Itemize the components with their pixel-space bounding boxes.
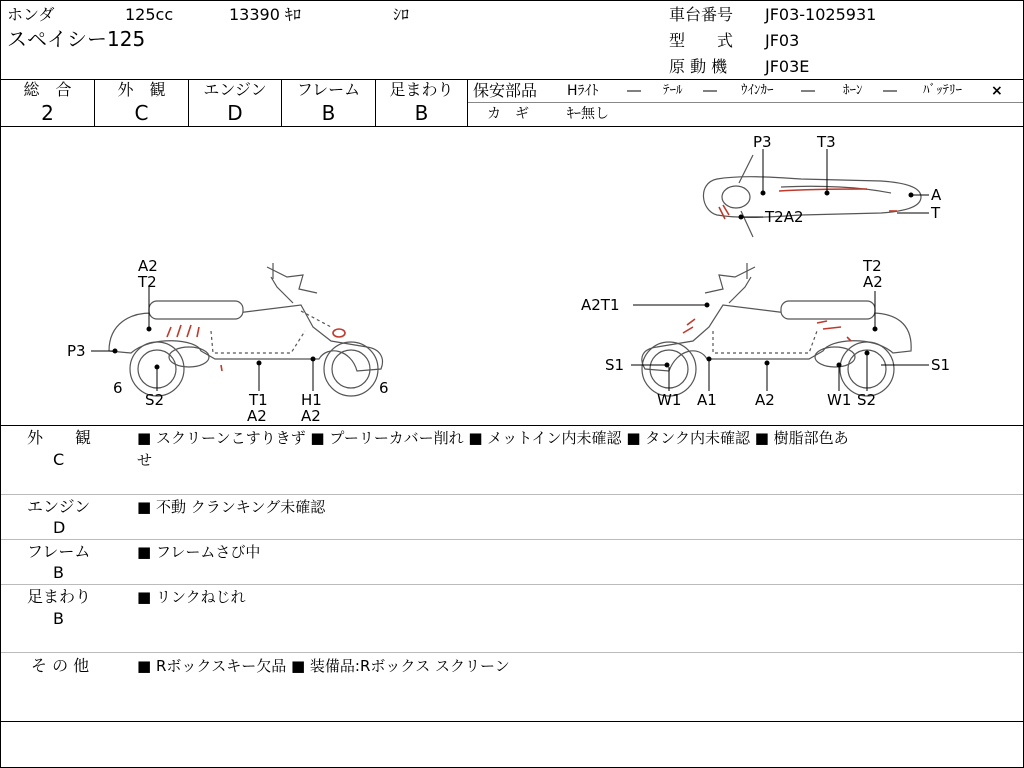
label-top-p3: P3 (753, 133, 772, 151)
remark-suspension-text: ■ リンクねじれ (137, 588, 246, 606)
remark-suspension-grade: B (53, 609, 64, 628)
grade-total-label: 総 合 (23, 80, 72, 99)
remark-exterior-grade: C (53, 450, 65, 469)
frame-no-label: 車台番号 (669, 5, 734, 24)
label-left-a2: A2 (138, 257, 158, 275)
divider (1, 425, 1023, 426)
safety-label: 保安部品 (473, 81, 538, 100)
body-color: ｼﾛ (393, 5, 410, 24)
key-label: カ ギ (487, 106, 529, 122)
grade-frame-label: フレーム (296, 80, 361, 99)
safety-tail: ﾃｰﾙ (663, 83, 683, 98)
safety-battery: ﾊﾞｯﾃﾘｰ (923, 83, 962, 98)
model-name: スペイシー125 (7, 27, 146, 51)
remark-other-label: そ の 他 (31, 656, 90, 675)
label-right-a1: A1 (697, 391, 717, 409)
grade-suspension-label: 足まわり (389, 80, 454, 99)
label-left-s2: S2 (145, 391, 165, 409)
safety-headlight-status: ― (627, 83, 641, 99)
label-right-w1a: W1 (657, 391, 682, 409)
label-left-t1: T1 (249, 391, 268, 409)
remark-frame-text: ■ フレームさび中 (137, 543, 261, 561)
label-left-a2c: A2 (301, 407, 321, 425)
remark-exterior-label: 外 観 (27, 428, 92, 447)
label-right-t2: T2 (863, 257, 882, 275)
safety-winker: ｳｲﾝｶｰ (741, 83, 774, 98)
label-right-s1a: S1 (605, 356, 625, 374)
safety-horn-status: ― (883, 83, 897, 99)
safety-battery-status: × (991, 83, 1003, 99)
label-left-a2b: A2 (247, 407, 267, 425)
label-left-6a: 6 (113, 379, 123, 397)
label-top-t: T (931, 204, 941, 222)
grade-exterior-label: 外 観 (117, 80, 166, 99)
scooter-top-view (703, 155, 921, 237)
grade-suspension-value: B (414, 101, 429, 125)
remark-engine-text: ■ 不動 クランキング未確認 (137, 498, 326, 516)
maker: ホンダ (7, 5, 55, 24)
label-right-a2: A2 (863, 273, 883, 291)
key-value: ｷｰ無し (567, 106, 609, 122)
divider (467, 102, 1023, 103)
label-left-h1: H1 (301, 391, 322, 409)
safety-headlight: Hﾗｲﾄ (567, 83, 599, 99)
remark-other-text: ■ Rボックスキー欠品 ■ 装備品:Rボックス スクリーン (137, 657, 510, 675)
grade-total-value: 2 (41, 101, 54, 125)
safety-horn: ﾎｰﾝ (843, 83, 863, 98)
safety-tail-status: ― (703, 83, 717, 99)
engine-model-label: 原 動 機 (669, 57, 728, 76)
label-left-t2: T2 (138, 273, 157, 291)
grade-frame-value: B (321, 101, 336, 125)
engine-model-value: JF03E (765, 57, 810, 76)
safety-winker-status: ― (801, 83, 815, 99)
remark-frame-label: フレーム (27, 542, 91, 561)
displacement: 125cc (125, 5, 174, 24)
remark-exterior-text-cont: せ (137, 451, 153, 469)
remark-suspension-label: 足まわり (27, 587, 92, 606)
type-value: JF03 (765, 31, 800, 50)
scooter-diagram (1, 127, 1023, 427)
mileage: 13390 ｷﾛ (229, 5, 301, 24)
label-top-t3: T3 (817, 133, 836, 151)
divider (1, 721, 1023, 722)
grade-engine-label: エンジン (203, 80, 267, 99)
label-top-t2a2: T2A2 (765, 208, 804, 226)
label-top-a: A (931, 186, 942, 204)
frame-no: JF03-1025931 (765, 5, 877, 24)
remark-exterior-text: ■ スクリーンこすりきず ■ プーリーカバー削れ ■ メットイン内未確認 ■ タンク内未確認 ■ 樹脂部色あ (137, 429, 849, 447)
label-left-p3: P3 (67, 342, 86, 360)
remark-engine-label: エンジン (27, 497, 91, 516)
remark-frame-grade: B (53, 563, 64, 582)
grade-exterior-value: C (134, 101, 149, 125)
type-label: 型 式 (669, 31, 734, 50)
label-right-w1b: W1 (827, 391, 852, 409)
label-right-a2b: A2 (755, 391, 775, 409)
label-right-s2: S2 (857, 391, 877, 409)
remark-engine-grade: D (53, 518, 66, 537)
label-right-s1b: S1 (931, 356, 951, 374)
label-right-a2t1: A2T1 (581, 296, 620, 314)
grade-engine-value: D (227, 101, 243, 125)
label-left-6b: 6 (379, 379, 389, 397)
